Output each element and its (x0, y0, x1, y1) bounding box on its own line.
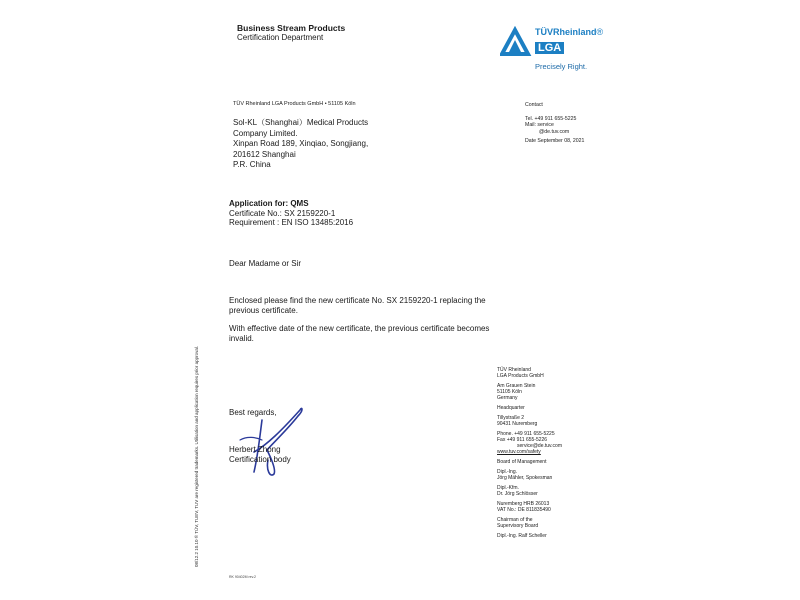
contact-tel: Tel. +49 911 655-5225 (525, 115, 577, 122)
application-title: Application for: QMS (229, 199, 309, 208)
recipient-line: 201612 Shanghai (233, 149, 296, 159)
form-code: RK 90402M rev.2 (229, 575, 256, 579)
closing: Best regards, (229, 408, 277, 417)
logo-tagline: Precisely Right. (535, 62, 588, 71)
signer-block (229, 445, 291, 464)
recipient-line: Xinpan Road 189, Xinqiao, Songjiang, (233, 139, 369, 148)
paragraph-1: Enclosed please find the new certificate No. SX 2159220-1 replacing the previous certificate. (229, 296, 486, 315)
recipient-line: Sol-KL（Shanghai）Medical Products (233, 118, 369, 127)
letter-date: Date September 08, 2021 (525, 138, 585, 144)
contact-block (525, 102, 584, 145)
logo-brand: TÜVRheinland® (535, 27, 604, 37)
trademark-note: 08/12.2 10.10 ® TÜV, TUEV, TUV are registered trademarks. Utilisation and application requires prior approval. (194, 345, 199, 567)
paragraph-2: With effective date of the new certificate, the previous certificate becomes invalid. (229, 324, 490, 343)
company-sidebar: TÜV Rheinland LGA Products GmbH Am Grauen Stein 51105 Köln Germany Headquarter Tillystraße 2 90431 Nuremberg Phone. +49 911 655-5225 Fax +49 911 655-5226 service@de.tuv.com www.tuv.com/safety Board of Management Dipl.-Ing. Jörg Mähler, Spokesman Dipl.-Kfm. Dr. Jörg Schlösser Nuremberg HRB 26013 VAT No.: DE 811835490 Chairman of the Supervisory Board Dipl.-Ing. Ralf Scheller (497, 367, 607, 539)
contact-heading: Contact (525, 102, 543, 108)
website-link[interactable]: www.tuv.com/safety (497, 449, 541, 455)
certificate-number: Certificate No.: SX 2159220-1 (229, 208, 336, 218)
contact-mail: Mail: service (525, 122, 554, 128)
return-address: TÜV Rheinland LGA Products GmbH • 51105 Köln (233, 101, 356, 107)
application-block (229, 199, 353, 228)
contact-mail-domain: @de.tuv.com (539, 128, 570, 135)
salutation: Dear Madame or Sir (229, 259, 302, 268)
signer-name: Herbert Zhong (229, 445, 281, 454)
recipient-address (233, 118, 368, 171)
recipient-line: Company Limited. (233, 128, 298, 138)
requirement: Requirement : EN ISO 13485:2016 (229, 218, 354, 227)
department-subtitle: Certification Department (237, 33, 324, 42)
signer-role: Certification body (229, 454, 291, 464)
handwritten-signature-icon (232, 400, 312, 478)
logo-sub: LGA (535, 42, 564, 54)
department-title: Business Stream Products (237, 23, 346, 33)
recipient-line: P.R. China (233, 160, 271, 169)
